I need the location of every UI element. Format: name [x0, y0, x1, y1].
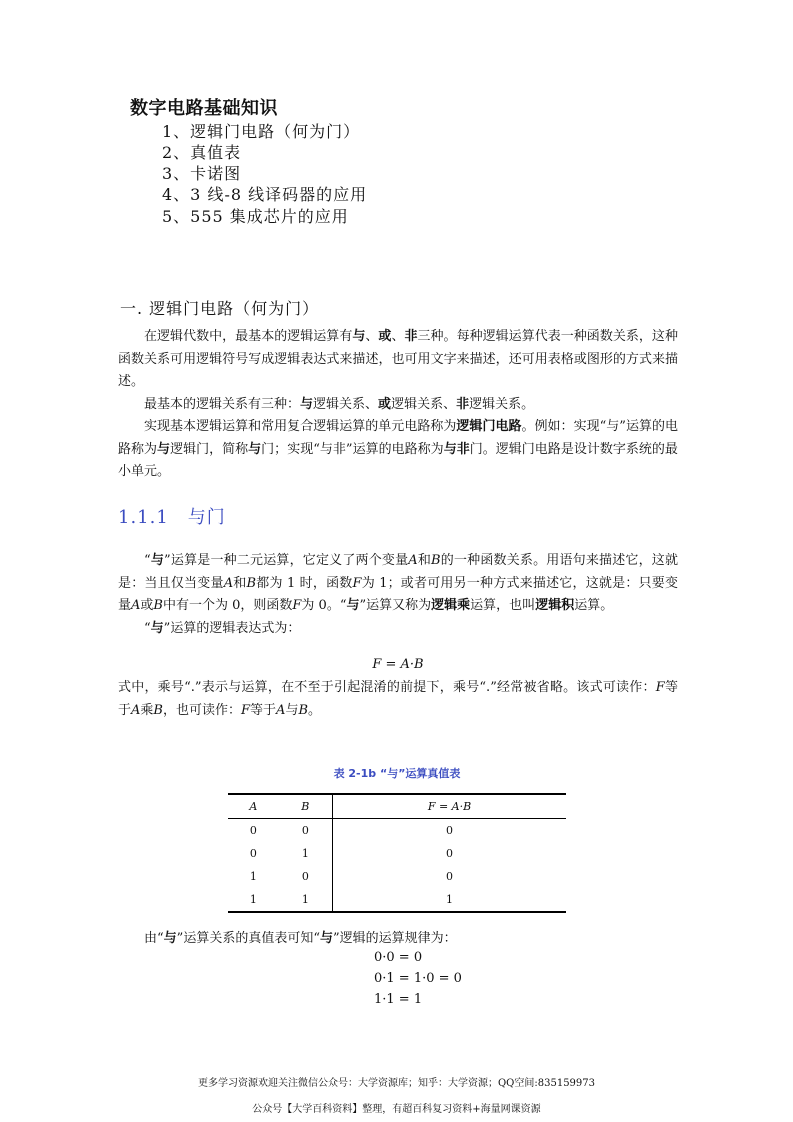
paragraph-basic-operations: 在逻辑代数中，最基本的逻辑运算有与、或、非三种。每种逻辑运算代表一种函数关系，这种函数关系可用逻辑符号写成逻辑表达式来描述，也可用文字来描述，还可用表格或图形的方式来描述。: [118, 329, 678, 389]
table-cell: 1: [249, 870, 257, 883]
table-cell: 0: [333, 842, 566, 865]
and-gate-description: [118, 550, 678, 640]
section-body: [118, 326, 678, 484]
and-formula: F = A·B: [372, 657, 424, 672]
table-cell: 0: [333, 865, 566, 888]
truth-table: [228, 793, 566, 913]
table-cell: 1: [279, 888, 333, 912]
table-cell: 1: [301, 847, 309, 860]
section-heading: 一. 逻辑门电路（何为门）: [120, 299, 320, 318]
rule-line-3: 1·1 = 1: [374, 992, 423, 1007]
document-title: 数字电路基础知识: [130, 98, 278, 119]
table-cell: 0: [249, 847, 257, 860]
paragraph-and-definition: “与”运算是一种二元运算，它定义了两个变量A和B的一种函数关系。用语句来描述它，这就是：当且仅当变量A和B都为 1 时，函数F为 1；或者可用另一种方式来描述它，这就是：只要变量A或B中有一个为 0，则函数F为 0。“与”运算又称为逻辑乘运算，也叫逻辑积运算。: [118, 553, 678, 613]
formula-explanation: [118, 677, 678, 722]
table-row: [228, 842, 566, 865]
column-header-b: B: [279, 794, 333, 819]
paragraph-formula-reading: 式中，乘号“.”表示与运算，在不至于引起混淆的前提下，乘号“.”经常被省略。该式可读作：F等于A乘B，也可读作：F等于A与B。: [118, 680, 678, 718]
rule-line-1: 0·0 = 0: [374, 950, 423, 965]
column-header-a: A: [228, 794, 279, 819]
table-cell: 0: [301, 824, 309, 837]
toc-item-5: 5、555 集成芯片的应用: [162, 207, 349, 226]
table-cell: 0: [249, 824, 257, 837]
table-row: [228, 819, 566, 843]
toc-item-1: 1、逻辑门电路（何为门）: [162, 122, 361, 141]
toc-item-2: 2、真值表: [162, 143, 242, 162]
footer-line-1: 更多学习资源欢迎关注微信公众号：大学资源库；知乎：大学资源；QQ空间:835159973: [197, 1078, 596, 1089]
footer-line-2: 公众号【大学百科资料】整理，有超百科复习资料+海量网课资源: [252, 1104, 541, 1115]
rules-intro: [118, 928, 678, 951]
table-row: [228, 888, 566, 912]
toc-item-4: 4、3 线-8 线译码器的应用: [162, 185, 368, 204]
table-caption: 表 2-1b “与”运算真值表: [333, 767, 461, 780]
paragraph-basic-relations: 最基本的逻辑关系有三种：与逻辑关系、或逻辑关系、非逻辑关系。: [144, 396, 535, 412]
table-row: [228, 865, 566, 888]
subsection-heading: 1.1.1 与门: [118, 507, 226, 528]
table-cell: 1: [228, 888, 279, 912]
table-cell: 0: [301, 870, 309, 883]
paragraph-expression-intro: “与”运算的逻辑表达式为：: [144, 620, 301, 636]
toc-item-3: 3、卡诺图: [162, 164, 242, 183]
table-cell: 0: [333, 819, 566, 843]
paragraph-rules-intro: 由“与”运算关系的真值表可知“与”逻辑的运算规律为：: [144, 931, 457, 946]
column-header-f: F = A·B: [333, 794, 566, 819]
rule-line-2: 0·1 = 1·0 = 0: [374, 971, 462, 986]
paragraph-gate-definition: 实现基本逻辑运算和常用复合逻辑运算的单元电路称为逻辑门电路。例如：实现“与”运算的电路称为与逻辑门，简称与门；实现“与非”运算的电路称为与非门。逻辑门电路是设计数字系统的最小单元。: [118, 419, 678, 479]
table-cell: 1: [333, 888, 566, 912]
table-header-row: [228, 794, 566, 819]
